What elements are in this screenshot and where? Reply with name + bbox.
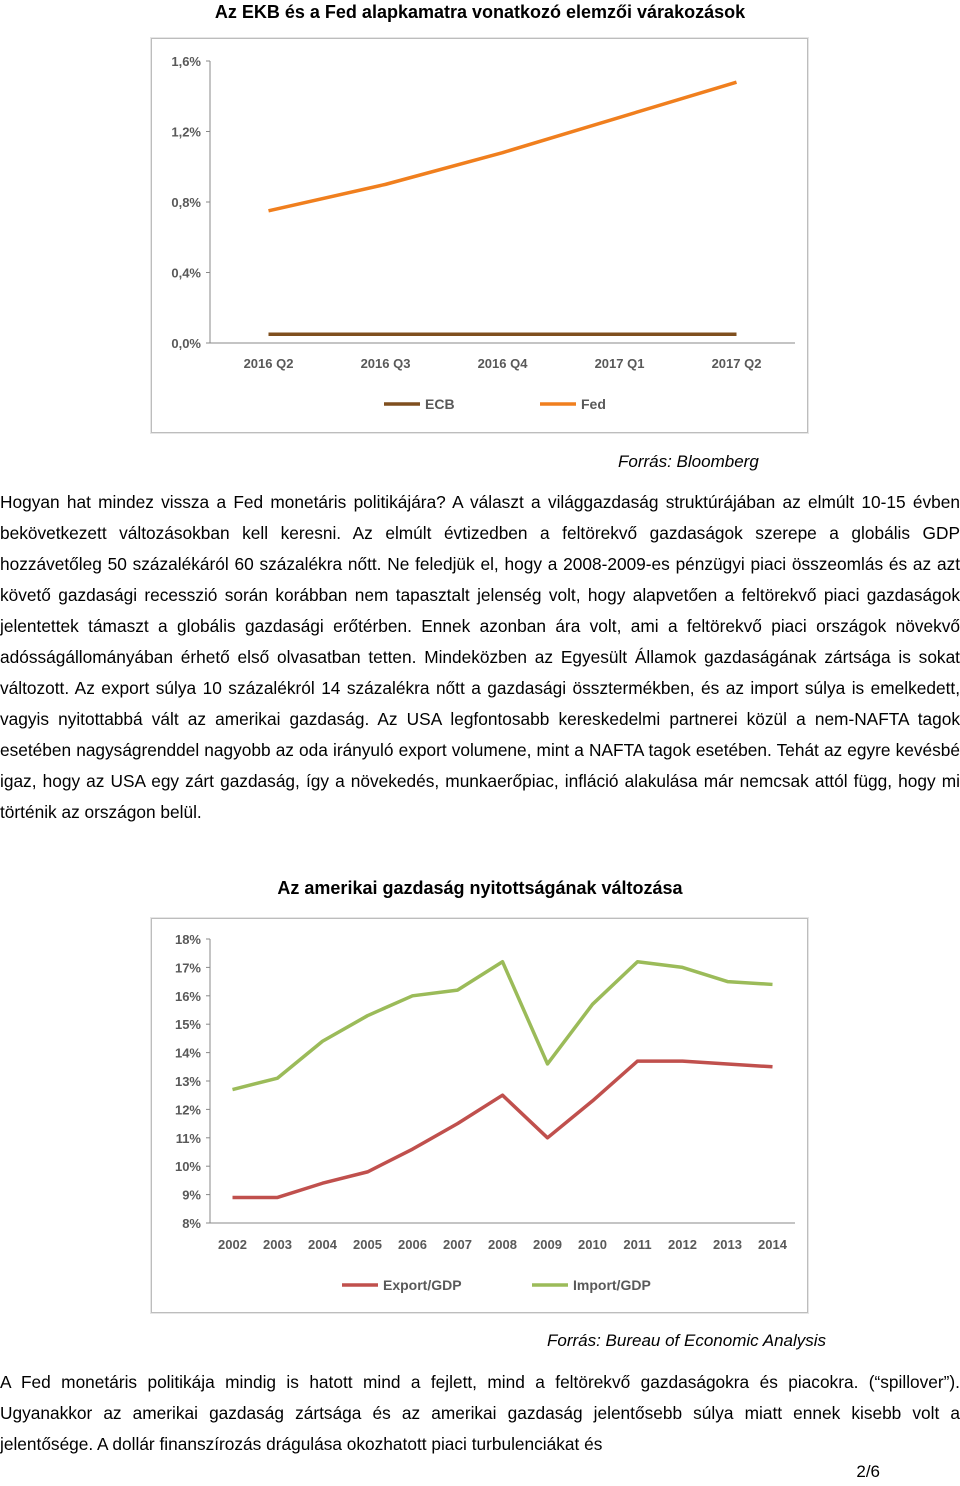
chart2-legend-label: Import/GDP <box>573 1277 651 1293</box>
chart1-series-1-line <box>269 82 737 211</box>
chart2-x-tick-label: 2003 <box>263 1237 292 1252</box>
chart2-x-tick-label: 2006 <box>398 1237 427 1252</box>
chart1-x-tick-label: 2016 Q3 <box>360 356 411 371</box>
chart2-x-tick-label: 2013 <box>713 1237 742 1252</box>
chart2-x-tick-label: 2002 <box>218 1237 247 1252</box>
chart2-y-tick-label: 10% <box>174 1159 201 1175</box>
chart1-legend-label: ECB <box>425 396 455 412</box>
chart1-legend-label: Fed <box>581 396 606 412</box>
chart2-y-tick-label: 18% <box>174 932 201 947</box>
chart2-frame <box>151 918 808 1313</box>
chart2-title: Az amerikai gazdaság nyitottságának változása <box>277 878 683 898</box>
chart1-title: Az EKB és a Fed alapkamatra vonatkozó elemzői várakozások <box>214 2 746 22</box>
chart2-legend-label: Export/GDP <box>383 1277 462 1293</box>
chart1-frame <box>151 38 808 433</box>
chart1-y-tick-label: 1,2% <box>171 124 201 140</box>
chart2-y-tick-label: 12% <box>174 1102 201 1118</box>
chart2-y-tick-label: 9% <box>182 1187 201 1203</box>
chart1-x-tick-label: 2016 Q4 <box>477 356 528 371</box>
chart2-y-tick-label: 16% <box>174 988 201 1004</box>
chart2-y-tick-label: 8% <box>182 1216 201 1231</box>
chart1-y-tick-label: 0,4% <box>171 265 201 281</box>
chart1-x-tick-label: 2016 Q2 <box>243 356 294 371</box>
chart2-x-tick-label: 2008 <box>488 1237 517 1252</box>
paragraph-1: Hogyan hat mindez vissza a Fed monetáris politikájára? A választ a világgazdaság struktúrájában az elmúlt 10-15 évben bekövetkezett változásokban kell keresni. Az elmúlt évtizedben a feltörekvő gazdaságok szerepe a globális GDP hozzávetőleg 50 százalékáról 60 százalékra nőtt. Ne feledjük el, hogy a 2008-2009-es pénzügyi piaci összeomlás és az azt követő gazdasági recesszió során korábban nem tapasztalt jelenség volt, hogy alapvetően a feltörekvő piaci gazdaságok jelentettek támaszt a globális gazdasági erőtérben. Ennek azonban ára volt, ami a feltörekvő piaci országok növekvő adósságállományában érhető első olvasatban tetten. Mindeközben az Egyesült Államok gazdaságának zártsága is sokat változott. Az export súlya 10 százalékról 14 százalékra nőtt a gazdasági össztermékben, és az import súlya is emelkedett, vagyis nyitottabbá vált az amerikai gazdaság. Az USA legfontosabb kereskedelmi partnerei közül a nem-NAFTA tagok esetében nagyságrenddel nagyobb az oda irányuló export volumene, mint a NAFTA tagok esetében. Tehát az egyre kevésbé igaz, hogy az USA egy zárt gazdaság, így a növekedés, munkaerőpiac, infláció alakulása már nemcsak attól függ, hogy mi történik az országon belül. <box>0 492 960 822</box>
chart1-y-tick-label: 0,8% <box>171 195 201 210</box>
chart2-y-tick-label: 13% <box>174 1074 201 1089</box>
page-number: 2/6 <box>856 1462 880 1481</box>
chart2-x-tick-label: 2014 <box>758 1237 787 1252</box>
paragraph-2: A Fed monetáris politikája mindig is hatott mind a fejlett, mind a feltörekvő gazdaságokra és piacokra. (“spillover”). Ugyanakkor az amerikai gazdaság zártsága és az amerikai gazdaság jelentősebb súlya miatt ennek kisebb volt a jelentősége. A dollár finanszírozás drágulása okozhatott piaci turbulenciákat és <box>0 1372 960 1454</box>
chart2-y-tick-label: 11% <box>175 1130 201 1146</box>
chart2-x-tick-label: 2007 <box>443 1237 472 1252</box>
chart2-y-tick-label: 17% <box>174 960 201 976</box>
chart2-x-tick-label: 2011 <box>623 1237 652 1252</box>
chart2-x-tick-label: 2012 <box>668 1237 697 1252</box>
chart1-x-tick-label: 2017 Q1 <box>594 356 645 371</box>
chart1-svg <box>152 39 807 432</box>
chart2-y-tick-label: 15% <box>174 1017 201 1033</box>
chart2-svg <box>152 919 807 1312</box>
chart2-series-1-line <box>233 962 773 1090</box>
chart1-y-tick-label: 0,0% <box>171 336 201 351</box>
chart2-x-tick-label: 2010 <box>578 1237 607 1252</box>
chart1-source: Forrás: Bloomberg <box>618 452 759 471</box>
chart1-y-tick-label: 1,6% <box>171 54 201 69</box>
chart2-source: Forrás: Bureau of Economic Analysis <box>547 1331 827 1350</box>
chart2-x-tick-label: 2005 <box>353 1237 382 1252</box>
chart2-series-0-line <box>233 1061 773 1197</box>
chart2-y-tick-label: 14% <box>174 1045 201 1061</box>
chart2-x-tick-label: 2004 <box>308 1237 337 1252</box>
chart2-x-tick-label: 2009 <box>533 1237 562 1252</box>
chart1-x-tick-label: 2017 Q2 <box>711 356 762 371</box>
